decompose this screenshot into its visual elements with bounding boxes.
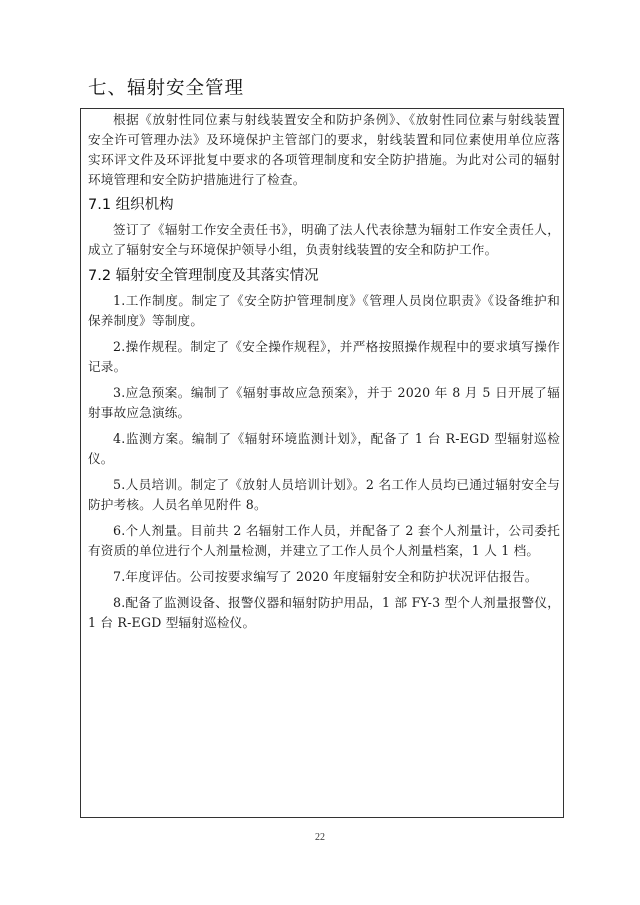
intro-paragraph: 根据《放射性同位素与射线装置安全和防护条例》、《放射性同位素与射线装置安全许可管理办法》及环境保护主管部门的要求，射线装置和同位素使用单位应落实环评文件及环评批复中要求的各项管理制度和安全防护措施。为此对公司的辐射环境管理和安全防护措施进行了检查。 [88,112,560,187]
list-item: 3.应急预案。编制了《辐射事故应急预案》，并于 2020 年 8 月 5 日开展了辐射事故应急演练。 [88,385,560,420]
content-area [88,110,560,639]
list-item: 1.工作制度。制定了《安全防护管理制度》《管理人员岗位职责》《设备维护和保养制度》等制度。 [88,293,560,328]
list-item: 6.个人剂量。目前共 2 名辐射工作人员，并配备了 2 套个人剂量计，公司委托有资质的单位进行个人剂量检测，并建立了工作人员个人剂量档案，1 人 1 档。 [88,523,560,558]
list-item: 2.操作规程。制定了《安全操作规程》，并严格按照操作规程中的要求填写操作记录。 [88,339,560,374]
subsection-2-heading: 7.2 辐射安全管理制度及其落实情况 [88,268,319,284]
page-number: 22 [315,832,325,843]
subsection-1-paragraph: 签订了《辐射工作安全责任书》，明确了法人代表徐慧为辐射工作安全责任人，成立了辐射安全与环境保护领导小组，负责射线装置的安全和防护工作。 [88,222,560,257]
section-title: 七、辐射安全管理 [88,78,245,99]
list-item: 8.配备了监测设备、报警仪器和辐射防护用品，1 部 FY-3 型个人剂量报警仪，1 台 R-EGD 型辐射巡检仪。 [88,595,560,630]
list-item: 7.年度评估。公司按要求编写了 2020 年度辐射安全和防护状况评估报告。 [113,569,538,584]
subsection-1-heading: 7.1 组织机构 [88,197,174,213]
list-item: 5.人员培训。制定了《放射人员培训计划》。2 名工作人员均已通过辐射安全与防护考核。人员名单见附件 8。 [88,477,560,512]
list-item: 4.监测方案。编制了《辐射环境监测计划》，配备了 1 台 R-EGD 型辐射巡检仪。 [88,431,560,466]
